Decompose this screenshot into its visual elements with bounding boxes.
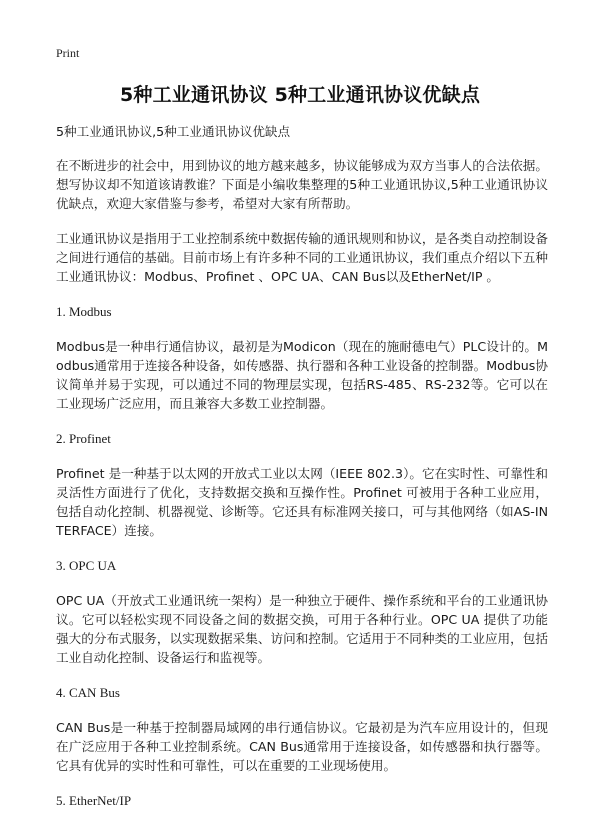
article-body — [56, 122, 548, 826]
page-title: 5种工业通讯协议 5种工业通讯协议优缺点 — [119, 84, 481, 106]
article-subtitle: 5种工业通讯协议,5种工业通讯协议优缺点 — [56, 124, 291, 139]
section-body-profinet: Profinet 是一种基于以太网的开放式工业以太网（IEEE 802.3）。它在实时性、可靠性和灵活性方面进行了优化，支持数据交换和互操作性。Profinet 可被用于各种工业应用，包括自动化控制、机器视觉、诊断等。它还具有标准网关接口，可与其他网络（如AS-INTERFACE）连接。 — [56, 466, 548, 538]
section-heading-can-bus: 4. CAN Bus — [56, 685, 120, 700]
intro-paragraph-2: 工业通讯协议是指用于工业控制系统中数据传输的通讯规则和协议，是各类自动控制设备之间进行通信的基础。目前市场上有许多种不同的工业通讯协议，我们重点介绍以下五种工业通讯协议：Modbus、Profinet 、OPC UA、CAN Bus以及EtherNet/IP 。 — [56, 231, 548, 284]
print-link[interactable]: Print — [56, 46, 80, 60]
section-body-opc-ua: OPC UA（开放式工业通讯统一架构）是一种独立于硬件、操作系统和平台的工业通讯协议。它可以轻松实现不同设备之间的数据交换，可用于各种行业。OPC UA 提供了功能强大的分布式服务，以实现数据采集、访问和控制。它适用于不同种类的工业应用，包括工业自动化控制、设备运行和监视等。 — [56, 593, 548, 665]
section-heading-modbus: 1. Modbus — [56, 304, 112, 319]
section-heading-profinet: 2. Profinet — [56, 431, 111, 446]
intro-paragraph-1: 在不断进步的社会中，用到协议的地方越来越多，协议能够成为双方当事人的合法依据。想写协议却不知道该请教谁？下面是小编收集整理的5种工业通讯协议,5种工业通讯协议优缺点，欢迎大家借鉴与参考，希望对大家有所帮助。 — [56, 158, 548, 211]
section-heading-ethernet-ip: 5. EtherNet/IP — [56, 793, 132, 808]
section-heading-opc-ua: 3. OPC UA — [56, 558, 117, 573]
section-body-modbus: Modbus是一种串行通信协议，最初是为Modicon（现在的施耐德电气）PLC设计的。Modbus通常用于连接各种设备，如传感器、执行器和各种工业设备的控制器。Modbus协议简单并易于实现，可以通过不同的物理层实现，包括RS-485、RS-232等。它可以在工业现场广泛应用，而且兼容大多数工业控制器。 — [56, 339, 548, 411]
section-body-can-bus: CAN Bus是一种基于控制器局域网的串行通信协议。它最初是为汽车应用设计的，但现在广泛应用于各种工业控制系统。CAN Bus通常用于连接设备，如传感器和执行器等。它具有优异的实时性和可靠性，可以在重要的工业现场使用。 — [56, 720, 548, 773]
